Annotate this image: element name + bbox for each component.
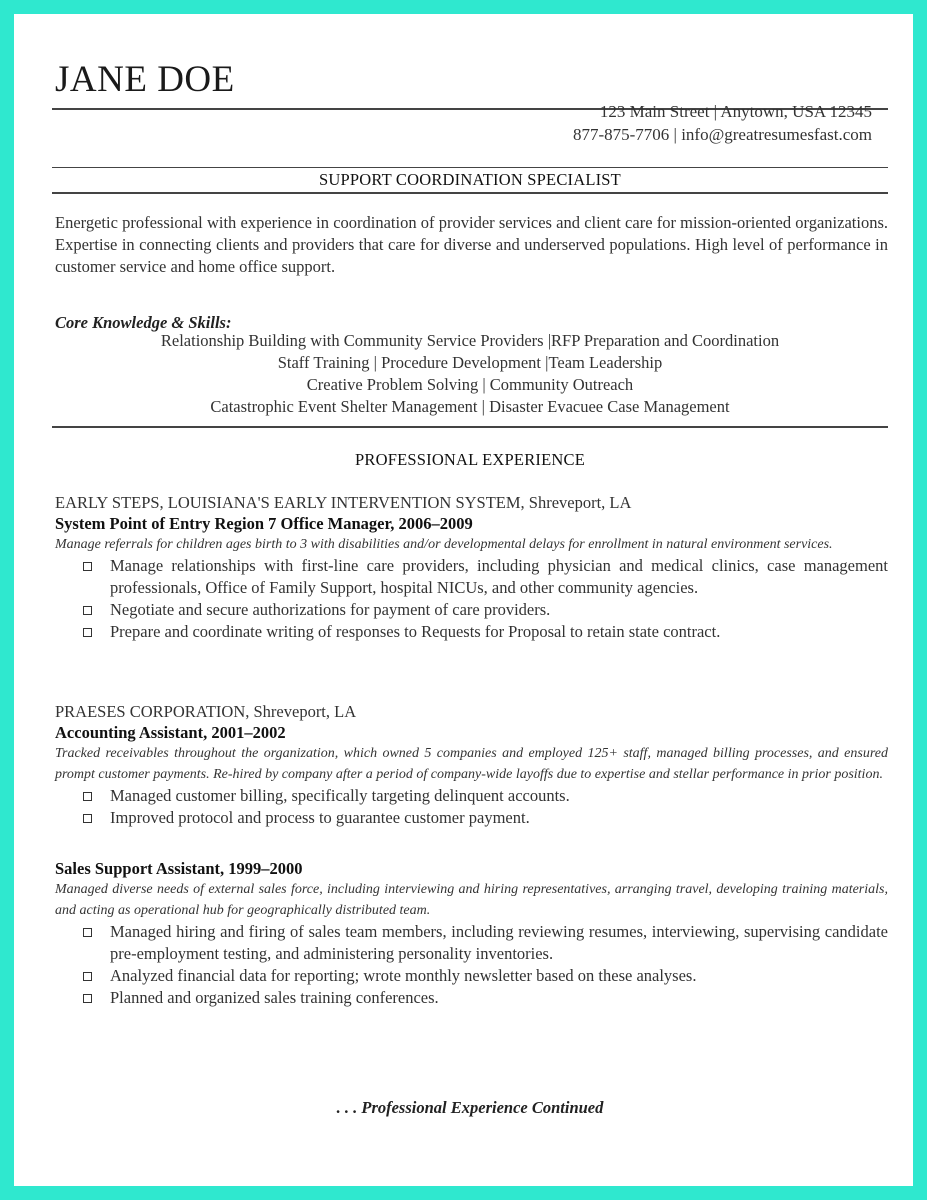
resume-page <box>14 14 913 1186</box>
skills-line: Relationship Building with Community Service Providers |RFP Preparation and Coordination <box>160 331 780 350</box>
title-rule-top <box>52 167 888 168</box>
skills-heading: Core Knowledge & Skills: <box>55 313 232 332</box>
bullet-list <box>55 555 888 643</box>
list-item: Prepare and coordinate writing of responses to Requests for Proposal to retain state contract. <box>83 621 888 643</box>
job-entry-sales-support <box>55 858 888 1009</box>
checkbox-bullet-icon <box>83 792 92 801</box>
checkbox-bullet-icon <box>83 628 92 637</box>
checkbox-bullet-icon <box>83 972 92 981</box>
company-name: PRAESES CORPORATION, Shreveport, LA <box>55 702 357 721</box>
title-rule-bottom <box>52 192 888 194</box>
address-line: 123 Main Street | Anytown, USA 12345 <box>599 102 872 121</box>
list-item: Managed hiring and firing of sales team members, including reviewing resumes, interviewing, supervising candidate pre-employment testing, and administering personality inventories. <box>83 921 888 965</box>
experience-rule <box>52 426 888 428</box>
contact-block <box>573 100 872 146</box>
job-entry-praeses <box>55 701 888 829</box>
skills-line: Creative Problem Solving | Community Outreach <box>306 375 634 394</box>
checkbox-bullet-icon <box>83 606 92 615</box>
summary-paragraph: Energetic professional with experience in coordination of provider services and client care for mission-oriented organizations. Expertise in connecting clients and providers that care for diverse and underserved populations. High level of performance in customer service and home office support. <box>55 213 888 276</box>
list-item: Improved protocol and process to guarantee customer payment. <box>83 807 888 829</box>
checkbox-bullet-icon <box>83 562 92 571</box>
checkbox-bullet-icon <box>83 814 92 823</box>
skills-line: Catastrophic Event Shelter Management | Disaster Evacuee Case Management <box>210 397 730 416</box>
job-title: SUPPORT COORDINATION SPECIALIST <box>319 170 621 189</box>
continued-note: . . . Professional Experience Continued <box>336 1098 604 1117</box>
checkbox-bullet-icon <box>83 994 92 1003</box>
role-title: Sales Support Assistant, 1999–2000 <box>55 859 303 878</box>
experience-heading: PROFESSIONAL EXPERIENCE <box>355 450 585 469</box>
phone-email-line: 877-875-7706 | info@greatresumesfast.com <box>572 125 872 144</box>
list-item: Managed customer billing, specifically targeting delinquent accounts. <box>83 785 888 807</box>
candidate-name: JANE DOE <box>55 59 235 100</box>
role-description: Manage referrals for children ages birth to 3 with disabilities and/or developmental delays for enrollment in natural environment services. <box>55 537 833 552</box>
role-title: Accounting Assistant, 2001–2002 <box>55 723 286 742</box>
bullet-list <box>55 921 888 1009</box>
job-entry-early-steps <box>55 492 888 643</box>
role-title: System Point of Entry Region 7 Office Manager, 2006–2009 <box>55 514 473 533</box>
list-item: Analyzed financial data for reporting; wrote monthly newsletter based on these analyses. <box>83 965 888 987</box>
list-item: Planned and organized sales training conferences. <box>83 987 888 1009</box>
skills-list <box>52 330 888 418</box>
list-item: Negotiate and secure authorizations for payment of care providers. <box>83 599 888 621</box>
checkbox-bullet-icon <box>83 928 92 937</box>
list-item: Manage relationships with first-line care providers, including physician and medical clinics, case management professionals, Office of Family Support, hospital NICUs, and other community agencies. <box>83 555 888 599</box>
role-description: Tracked receivables throughout the organization, which owned 5 companies and employed 125+ staff, managed billing processes, and ensured prompt customer payments. Re-hired by company after a period of company-wide layoffs due to expertise and stellar performance in prior position. <box>55 746 888 782</box>
skills-line: Staff Training | Procedure Development |Team Leadership <box>277 353 663 372</box>
company-name: EARLY STEPS, LOUISIANA'S EARLY INTERVENTION SYSTEM, Shreveport, LA <box>55 493 632 512</box>
role-description: Managed diverse needs of external sales force, including interviewing and hiring representatives, arranging travel, developing training materials, and acting as operational hub for geographically distributed team. <box>55 882 888 918</box>
bullet-list <box>55 785 888 829</box>
